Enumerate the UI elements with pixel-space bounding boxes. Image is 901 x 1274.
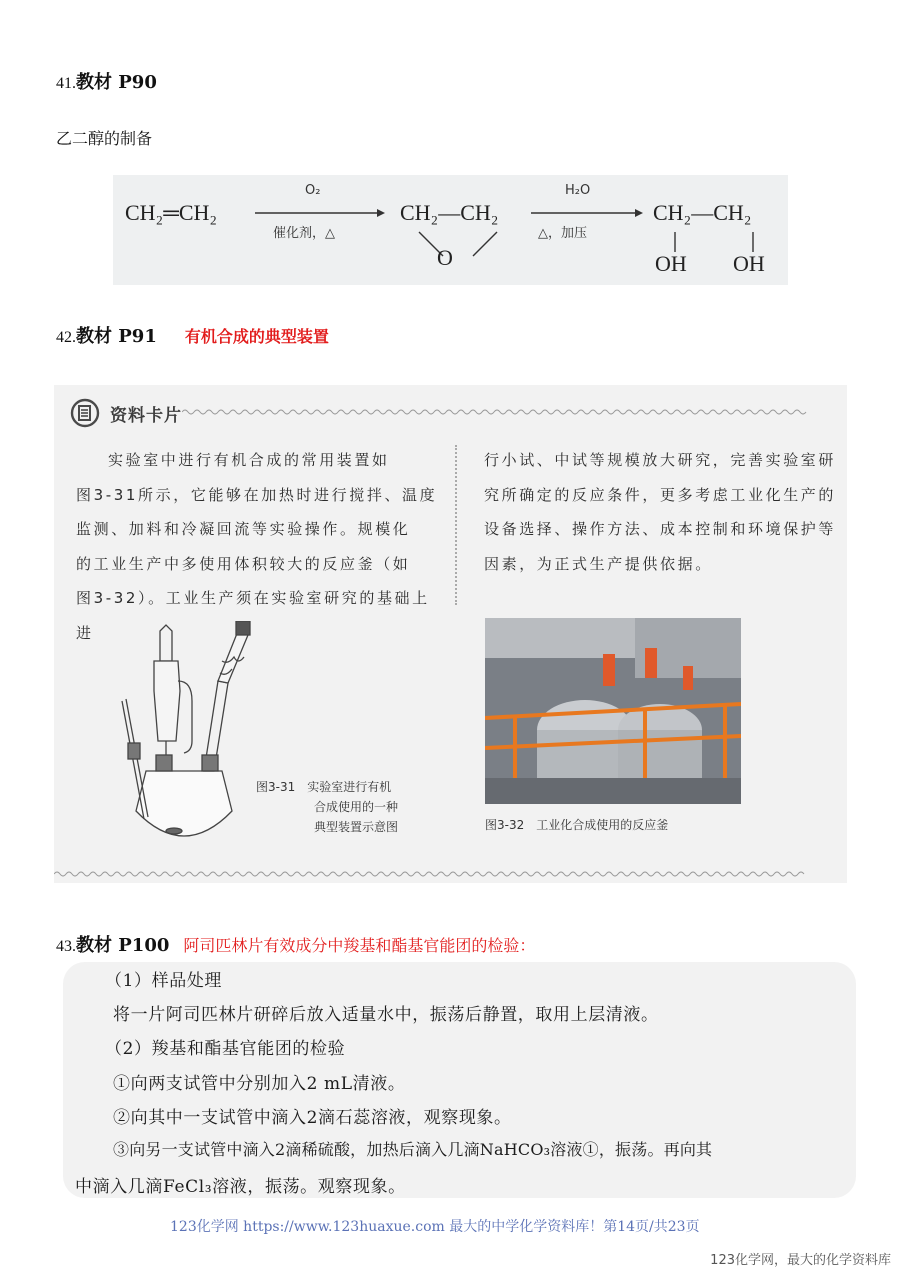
procedure-line: （2）羧基和酯基官能团的检验: [105, 1039, 346, 1059]
section-43-heading: [56, 931, 535, 957]
product-hydroxyl-2: OH: [733, 251, 765, 276]
arrow1-icon: [255, 207, 385, 219]
section-label: 教材 P91: [76, 326, 157, 347]
card-title: 资料卡片: [110, 406, 182, 426]
arrow2-conditions: △，加压: [538, 226, 587, 241]
caption-line: 典型装置示意图: [314, 820, 399, 834]
section-note: 有机合成的典型装置: [184, 327, 329, 346]
figure-3-31-caption: [256, 777, 398, 837]
card-right-line: 因素，为正式生产提供依据。: [484, 554, 713, 573]
card-left-line: 图3-32）。工业生产须在实验室研究的基础上进: [76, 589, 430, 642]
section-number: 42.: [56, 329, 76, 346]
product-hydroxyl-1: OH: [655, 251, 687, 276]
bottom-wavy-divider: [54, 869, 847, 879]
book-icon: [70, 398, 100, 428]
data-card: [54, 385, 847, 883]
procedure-line: 将一片阿司匹林片研碎后放入适量水中，振荡后静置，取用上层清液。: [113, 1005, 659, 1025]
section-41-heading: [56, 68, 157, 94]
intermediate-formula: CH₂—CH₂: [400, 200, 499, 225]
reactant-formula: CH₂═CH₂: [125, 200, 218, 225]
section-note: 阿司匹林片有效成分中羧基和酯基官能团的检验：: [183, 936, 536, 955]
reactor-photo-illustration: [485, 618, 741, 804]
procedure-line: （1）样品处理: [105, 971, 223, 991]
section-number: 41.: [56, 75, 76, 92]
card-left-line: 实验室中进行有机合成的常用装置如: [108, 451, 390, 469]
section-label: 教材 P90: [76, 72, 157, 93]
figure-3-32-caption: 图3-32 工业化合成使用的反应釜: [485, 818, 669, 832]
procedure-line: 中滴入几滴FeCl₃溶液，振荡。观察现象。: [75, 1177, 406, 1197]
card-right-line: 设备选择、操作方法、成本控制和环境保护等: [484, 520, 837, 538]
arrow2-icon: [531, 207, 643, 219]
top-wavy-divider: [182, 407, 837, 417]
caption-line: 图3-31 实验室进行有机: [256, 780, 392, 794]
card-left-line: 图3-31所示，它能够在加热时进行搅拌、温度: [76, 485, 438, 504]
site-watermark: 123化学网，最大的化学资料库: [710, 1253, 891, 1268]
epoxide-bonds-icon: [413, 230, 513, 266]
lab-apparatus-illustration: [114, 621, 254, 843]
caption-line: 合成使用的一种: [314, 800, 399, 814]
procedure-line: ②向其中一支试管中滴入2滴石蕊溶液，观察现象。: [113, 1108, 512, 1128]
card-left-column: [76, 443, 441, 650]
card-right-line: 究所确定的反应条件，更多考虑工业化生产的: [484, 485, 837, 504]
card-left-line: 的工业生产中多使用体积较大的反应釜（如: [76, 554, 411, 573]
procedure-box: [63, 962, 856, 1198]
reactor-photo: [485, 618, 741, 804]
ethylene-glycol-title: 乙二醇的制备: [56, 129, 153, 148]
section-number: 43.: [56, 938, 76, 955]
card-left-line: 监测、加料和冷凝回流等实验操作。规模化: [76, 520, 411, 538]
procedure-line: ③向另一支试管中滴入2滴稀硫酸，加热后滴入几滴NaHCO₃溶液①，振荡。再向其: [113, 1140, 713, 1159]
section-label: 教材 P100: [76, 935, 170, 956]
epoxide-oxygen: O: [437, 245, 453, 270]
arrow2-reagent: H₂O: [565, 183, 591, 198]
column-divider: [455, 445, 457, 605]
section-42-heading: [56, 322, 329, 348]
card-right-line: 行小试、中试等规模放大研究，完善实验室研: [484, 451, 837, 469]
page-footer: 123化学网 https://www.123huaxue.com 最大的中学化学资料库！第14页/共23页: [170, 1219, 700, 1235]
reaction-scheme: [113, 175, 788, 285]
arrow1-reagent: O₂: [305, 183, 321, 198]
procedure-line: ①向两支试管中分别加入2 mL清液。: [113, 1074, 406, 1094]
arrow1-conditions: 催化剂，△: [273, 226, 335, 241]
card-right-column: [484, 443, 844, 581]
product-formula: CH₂—CH₂: [653, 200, 752, 225]
